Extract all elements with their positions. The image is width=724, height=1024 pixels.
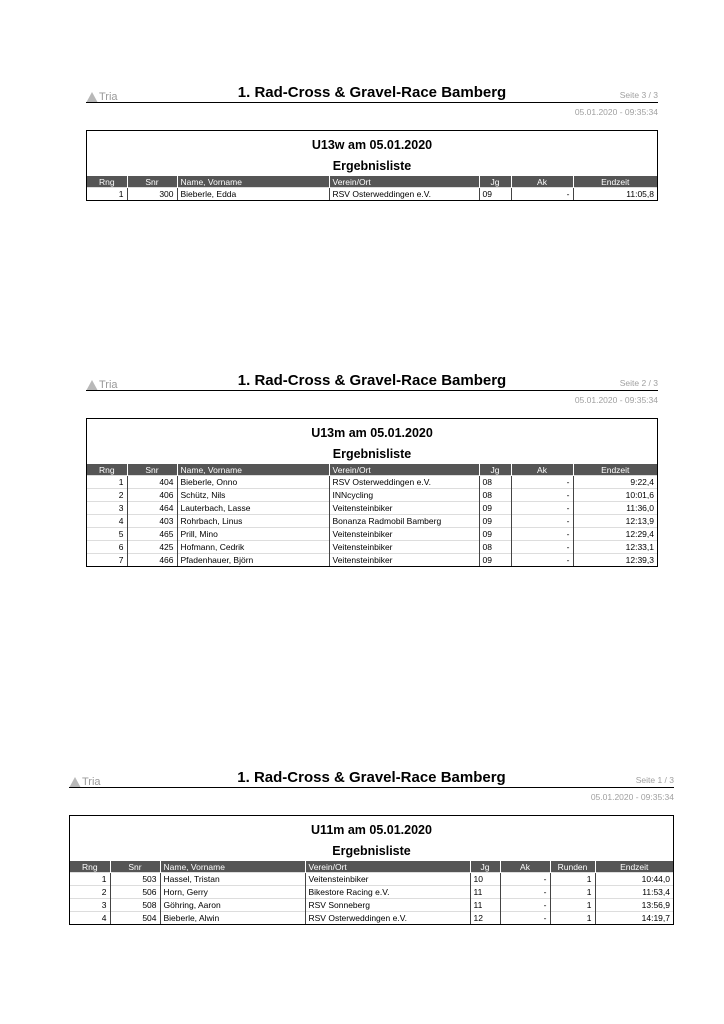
results-box: [69, 815, 674, 925]
table-row: [70, 899, 673, 912]
cell-rng: 3: [70, 899, 110, 912]
cell-rng: 4: [70, 912, 110, 925]
cell-runden: 1: [550, 886, 595, 899]
cell-name: Schütz, Nils: [177, 489, 329, 502]
cell-name: Hofmann, Cedrik: [177, 541, 329, 554]
col-rng: Rng: [70, 861, 110, 873]
table-header-row: [87, 176, 657, 188]
result-page-u11m: [69, 767, 674, 925]
col-endzeit: Endzeit: [595, 861, 673, 873]
cell-snr: 404: [127, 476, 177, 489]
results-table: [87, 464, 657, 566]
cell-jg: 09: [479, 528, 511, 541]
cell-endzeit: 10:01,6: [573, 489, 657, 502]
table-row: [87, 476, 657, 489]
cell-verein: Bonanza Radmobil Bamberg: [329, 515, 479, 528]
col-endzeit: Endzeit: [573, 464, 657, 476]
col-snr: Snr: [127, 464, 177, 476]
results-table: [87, 176, 657, 200]
cell-verein: RSV Osterweddingen e.V.: [329, 188, 479, 201]
col-name: Name, Vorname: [177, 464, 329, 476]
cell-name: Bieberle, Alwin: [160, 912, 305, 925]
page-number: Seite 2 / 3: [619, 378, 658, 388]
table-row: [87, 489, 657, 502]
cell-endzeit: 13:56,9: [595, 899, 673, 912]
cell-verein: Bikestore Racing e.V.: [305, 886, 470, 899]
col-verein: Verein/Ort: [305, 861, 470, 873]
cell-name: Lauterbach, Lasse: [177, 502, 329, 515]
cell-verein: RSV Osterweddingen e.V.: [305, 912, 470, 925]
col-jg: Jg: [479, 464, 511, 476]
cell-ak: -: [511, 515, 573, 528]
cell-ak: -: [500, 873, 550, 886]
col-verein: Verein/Ort: [329, 176, 479, 188]
result-page-u13m: [86, 370, 658, 567]
table-row: [87, 515, 657, 528]
event-title: 1. Rad-Cross & Gravel-Race Bamberg: [237, 372, 507, 389]
table-row: [87, 188, 657, 201]
results-table: [70, 861, 673, 924]
cell-name: Bieberle, Onno: [177, 476, 329, 489]
cell-snr: 406: [127, 489, 177, 502]
cell-name: Prill, Mino: [177, 528, 329, 541]
header-rule: [86, 102, 658, 103]
col-jg: Jg: [479, 176, 511, 188]
cell-rng: 2: [70, 886, 110, 899]
cell-ak: -: [500, 886, 550, 899]
cell-endzeit: 10:44,0: [595, 873, 673, 886]
cell-ak: -: [500, 912, 550, 925]
col-rng: Rng: [87, 176, 127, 188]
table-row: [70, 873, 673, 886]
tria-logo: Tria: [86, 379, 118, 391]
cell-ak: -: [511, 502, 573, 515]
page-header: [86, 82, 658, 122]
col-ak: Ak: [500, 861, 550, 873]
col-ak: Ak: [511, 176, 573, 188]
print-datetime: 05.01.2020 - 09:35:34: [574, 395, 658, 405]
col-snr: Snr: [127, 176, 177, 188]
col-verein: Verein/Ort: [329, 464, 479, 476]
col-ak: Ak: [511, 464, 573, 476]
table-row: [70, 886, 673, 899]
cell-endzeit: 12:33,1: [573, 541, 657, 554]
cell-verein: RSV Osterweddingen e.V.: [329, 476, 479, 489]
print-datetime: 05.01.2020 - 09:35:34: [574, 107, 658, 117]
cell-name: Bieberle, Edda: [177, 188, 329, 201]
results-box: [86, 418, 658, 567]
col-name: Name, Vorname: [160, 861, 305, 873]
cell-snr: 506: [110, 886, 160, 899]
event-title: 1. Rad-Cross & Gravel-Race Bamberg: [237, 84, 507, 101]
table-row: [87, 541, 657, 554]
cell-rng: 1: [70, 873, 110, 886]
cell-verein: Veitensteinbiker: [329, 541, 479, 554]
cell-snr: 503: [110, 873, 160, 886]
cell-snr: 504: [110, 912, 160, 925]
cell-jg: 10: [470, 873, 500, 886]
cell-name: Rohrbach, Linus: [177, 515, 329, 528]
cell-name: Göhring, Aaron: [160, 899, 305, 912]
cell-runden: 1: [550, 912, 595, 925]
table-header-row: [87, 464, 657, 476]
cell-ak: -: [511, 541, 573, 554]
cell-ak: -: [511, 489, 573, 502]
cell-endzeit: 11:53,4: [595, 886, 673, 899]
cell-endzeit: 12:39,3: [573, 554, 657, 567]
cell-snr: 466: [127, 554, 177, 567]
cell-rng: 7: [87, 554, 127, 567]
category-title: U13w am 05.01.2020: [311, 138, 433, 152]
cell-verein: Veitensteinbiker: [329, 554, 479, 567]
cell-snr: 425: [127, 541, 177, 554]
cell-ak: -: [500, 899, 550, 912]
table-row: [87, 502, 657, 515]
results-subtitle: Ergebnisliste: [332, 447, 412, 461]
page-header: [86, 370, 658, 410]
cell-name: Pfadenhauer, Björn: [177, 554, 329, 567]
cell-rng: 1: [87, 188, 127, 201]
cell-snr: 300: [127, 188, 177, 201]
category-title: U11m am 05.01.2020: [311, 823, 432, 837]
cell-jg: 11: [470, 886, 500, 899]
cell-rng: 6: [87, 541, 127, 554]
cell-ak: -: [511, 528, 573, 541]
print-datetime: 05.01.2020 - 09:35:34: [590, 792, 674, 802]
cell-jg: 08: [479, 541, 511, 554]
cell-endzeit: 9:22,4: [573, 476, 657, 489]
cell-rng: 1: [87, 476, 127, 489]
col-name: Name, Vorname: [177, 176, 329, 188]
table-row: [87, 554, 657, 567]
page-header: [69, 767, 674, 807]
table-header-row: [70, 861, 673, 873]
category-title: U13m am 05.01.2020: [311, 426, 433, 440]
col-endzeit: Endzeit: [573, 176, 657, 188]
cell-endzeit: 12:29,4: [573, 528, 657, 541]
header-rule: [69, 787, 674, 788]
cell-jg: 09: [479, 554, 511, 567]
cell-runden: 1: [550, 873, 595, 886]
cell-verein: Veitensteinbiker: [329, 528, 479, 541]
cell-endzeit: 11:05,8: [573, 188, 657, 201]
tria-logo: Tria: [86, 91, 118, 103]
cell-rng: 3: [87, 502, 127, 515]
cell-ak: -: [511, 476, 573, 489]
cell-snr: 403: [127, 515, 177, 528]
cell-endzeit: 14:19,7: [595, 912, 673, 925]
cell-verein: INNcycling: [329, 489, 479, 502]
cell-name: Hassel, Tristan: [160, 873, 305, 886]
cell-name: Horn, Gerry: [160, 886, 305, 899]
page-number: Seite 1 / 3: [635, 775, 674, 785]
cell-verein: RSV Sonneberg: [305, 899, 470, 912]
results-subtitle: Ergebnisliste: [332, 844, 411, 858]
col-snr: Snr: [110, 861, 160, 873]
results-box: [86, 130, 658, 201]
col-rng: Rng: [87, 464, 127, 476]
cell-jg: 09: [479, 515, 511, 528]
cell-ak: -: [511, 188, 573, 201]
cell-endzeit: 12:13,9: [573, 515, 657, 528]
cell-verein: Veitensteinbiker: [329, 502, 479, 515]
cell-jg: 09: [479, 502, 511, 515]
col-runden: Runden: [550, 861, 595, 873]
table-row: [87, 528, 657, 541]
col-jg: Jg: [470, 861, 500, 873]
cell-rng: 4: [87, 515, 127, 528]
results-subtitle: Ergebnisliste: [332, 159, 412, 173]
cell-runden: 1: [550, 899, 595, 912]
table-row: [70, 912, 673, 925]
cell-ak: -: [511, 554, 573, 567]
cell-verein: Veitensteinbiker: [305, 873, 470, 886]
page-number: Seite 3 / 3: [619, 90, 658, 100]
cell-endzeit: 11:36,0: [573, 502, 657, 515]
cell-jg: 08: [479, 489, 511, 502]
cell-snr: 508: [110, 899, 160, 912]
cell-jg: 11: [470, 899, 500, 912]
cell-jg: 12: [470, 912, 500, 925]
tria-logo: Tria: [69, 776, 101, 788]
result-page-u13w: [86, 82, 658, 201]
cell-jg: 08: [479, 476, 511, 489]
cell-snr: 465: [127, 528, 177, 541]
event-title: 1. Rad-Cross & Gravel-Race Bamberg: [237, 769, 506, 786]
cell-snr: 464: [127, 502, 177, 515]
cell-jg: 09: [479, 188, 511, 201]
cell-rng: 2: [87, 489, 127, 502]
cell-rng: 5: [87, 528, 127, 541]
header-rule: [86, 390, 658, 391]
